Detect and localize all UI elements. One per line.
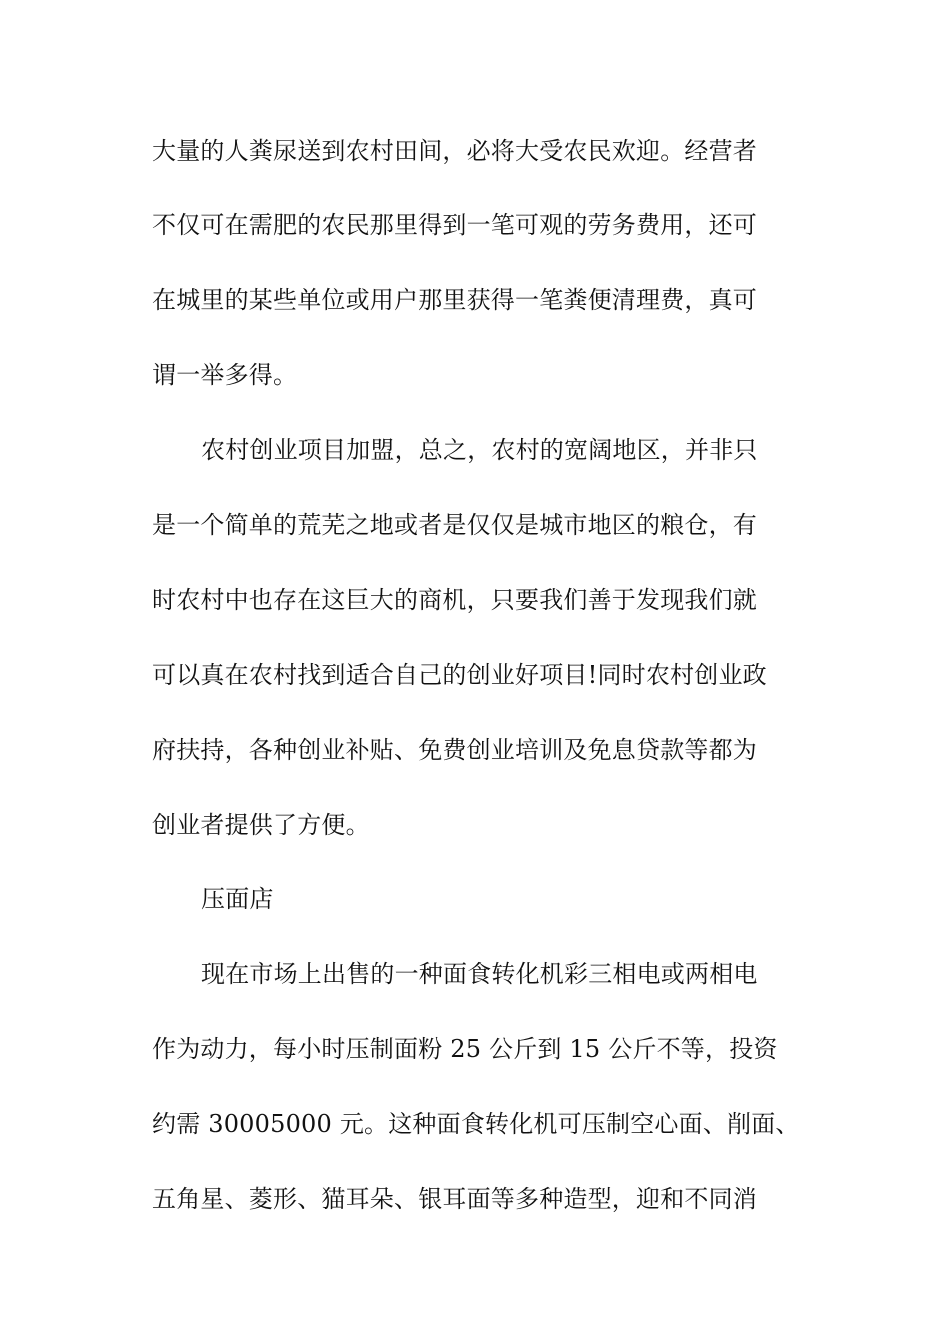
text-line: 是一个简单的荒芜之地或者是仅仅是城市地区的粮仓，有 <box>152 511 757 539</box>
section-heading: 压面店 <box>201 885 274 913</box>
paragraph-first-line: 农村创业项目加盟，总之，农村的宽阔地区，并非只 <box>201 436 758 464</box>
text-line: 作为动力，每小时压制面粉 25 公斤到 15 公斤不等，投资 <box>152 1035 778 1063</box>
text-line: 不仅可在需肥的农民那里得到一笔可观的劳务费用，还可 <box>152 211 757 239</box>
text-line: 创业者提供了方便。 <box>152 811 370 839</box>
text-line: 府扶持，各种创业补贴、免费创业培训及免息贷款等都为 <box>152 736 757 764</box>
text-line: 大量的人粪尿送到农村田间，必将大受农民欢迎。经营者 <box>152 137 757 165</box>
text-line: 约需 30005000 元。这种面食转化机可压制空心面、削面、 <box>152 1110 800 1138</box>
paragraph-first-line: 现在市场上出售的一种面食转化机彩三相电或两相电 <box>201 960 758 988</box>
text-line: 五角星、菱形、猫耳朵、银耳面等多种造型，迎和不同消 <box>152 1185 757 1213</box>
text-line: 可以真在农村找到适合自己的创业好项目!同时农村创业政 <box>152 661 767 689</box>
text-line: 谓一举多得。 <box>152 361 298 389</box>
text-line: 时农村中也存在这巨大的商机，只要我们善于发现我们就 <box>152 586 757 614</box>
text-line: 在城里的某些单位或用户那里获得一笔粪便清理费，真可 <box>152 286 757 314</box>
